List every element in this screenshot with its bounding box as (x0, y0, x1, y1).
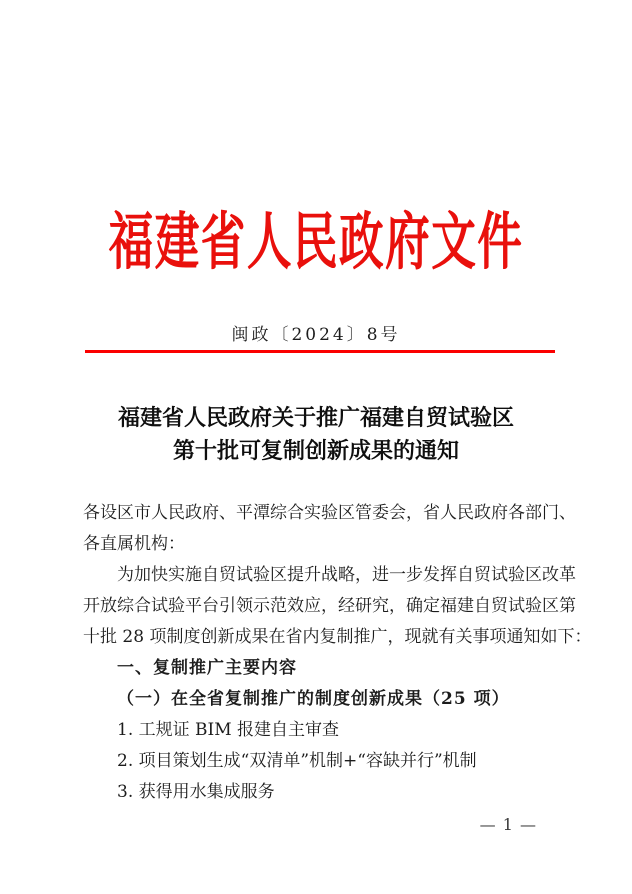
document-title-line1: 福建省人民政府关于推广福建自贸试验区 (117, 405, 514, 431)
document-header-banner (0, 206, 632, 277)
paragraph-line: 开放综合试验平台引领示范效应，经研究，确定福建自贸试验区第 (83, 596, 576, 616)
paragraph-line: 十批 28 项制度创新成果在省内复制推广，现就有关事项通知如下： (83, 627, 592, 647)
section-heading: 一、复制推广主要内容 (117, 658, 297, 678)
salutation-line: 各直属机构： (83, 534, 185, 554)
paragraph-line: 为加快实施自贸试验区提升战略，进一步发挥自贸试验区改革 (117, 565, 576, 585)
issuing-organization-title: 福建省人民政府文件 (108, 205, 524, 278)
salutation-line: 各设区市人民政府、平潭综合实验区管委会，省人民政府各部门、 (83, 503, 576, 523)
header-divider-line (85, 350, 555, 353)
page-number: — 1 — (479, 815, 537, 834)
document-body (83, 498, 592, 808)
document-title-line2: 第十批可复制创新成果的通知 (172, 438, 459, 464)
list-item: 3. 获得用水集成服务 (117, 782, 275, 802)
subsection-heading: （一）在全省复制推广的制度创新成果（25 项） (117, 689, 510, 709)
list-item: 2. 项目策划生成“双清单”机制+“容缺并行”机制 (117, 751, 477, 771)
list-item: 1. 工规证 BIM 报建自主审查 (117, 720, 340, 740)
document-number: 闽政〔2024〕8号 (231, 325, 401, 345)
document-title (0, 402, 632, 468)
